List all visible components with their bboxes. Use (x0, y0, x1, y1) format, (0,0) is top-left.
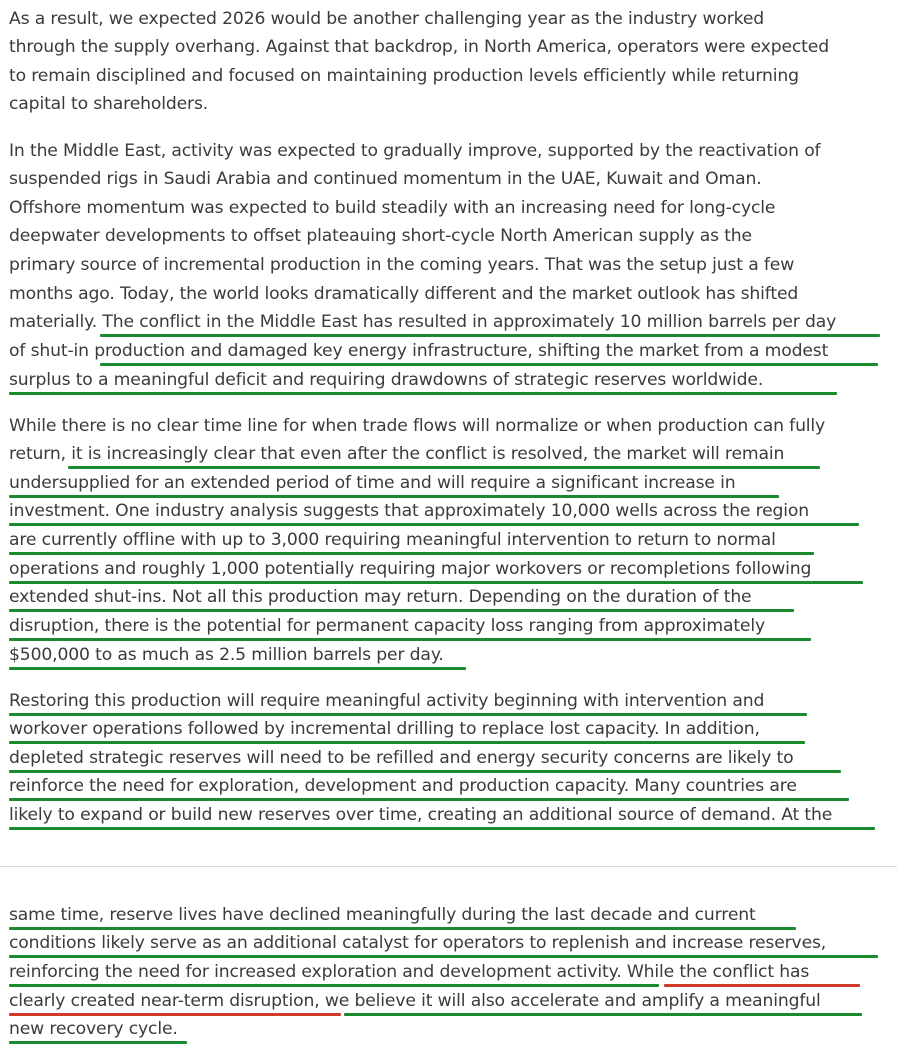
highlight-underline (9, 495, 779, 498)
text-line: conditions likely serve as an additional catalyst for operators to replenish and increase reserves, (9, 933, 827, 953)
highlight-underline (9, 827, 875, 830)
text-line: operations and roughly 1,000 potentially requiring major workovers or recompletions following (9, 559, 812, 579)
highlight-underline (9, 609, 794, 612)
text-line: Restoring this production will require meaningful activity beginning with intervention and (9, 691, 765, 711)
text-line: depleted strategic reserves will need to be refilled and energy security concerns are likely to (9, 748, 794, 768)
highlight-underline (68, 466, 820, 469)
text-line: of shut-in production and damaged key energy infrastructure, shifting the market from a modest (9, 341, 829, 361)
highlight-underline (9, 1041, 187, 1044)
highlight-underline (9, 667, 466, 670)
text-line: months ago. Today, the world looks dramatically different and the market outlook has shifted (9, 284, 799, 304)
highlight-underline (344, 1013, 862, 1016)
highlight-underline (9, 955, 878, 958)
text-line: In the Middle East, activity was expected to gradually improve, supported by the reactivation of (9, 141, 821, 161)
text-line: undersupplied for an extended period of time and will require a significant increase in (9, 473, 736, 493)
text-line: suspended rigs in Saudi Arabia and continued momentum in the UAE, Kuwait and Oman. (9, 169, 762, 189)
text-line: primary source of incremental production in the coming years. That was the setup just a few (9, 255, 795, 275)
flag-underline (9, 1013, 341, 1016)
text-line: capital to shareholders. (9, 94, 209, 114)
highlight-underline (100, 363, 878, 366)
text-line: investment. One industry analysis suggests that approximately 10,000 wells across the region (9, 501, 810, 521)
text-line: surplus to a meaningful deficit and requiring drawdowns of strategic reserves worldwide. (9, 370, 764, 390)
highlight-underline (9, 523, 859, 526)
text-line: While there is no clear time line for when trade flows will normalize or when production can fully (9, 416, 826, 436)
highlight-underline (9, 713, 807, 716)
text-line: return, it is increasingly clear that even after the conflict is resolved, the market will remain (9, 444, 785, 464)
text-line: clearly created near-term disruption, we believe it will also accelerate and amplify a meaningful (9, 991, 821, 1011)
highlight-underline (9, 581, 863, 584)
highlight-underline (9, 741, 805, 744)
text-line: same time, reserve lives have declined meaningfully during the last decade and current (9, 905, 756, 925)
text-line: reinforce the need for exploration, development and production capacity. Many countries are (9, 776, 797, 796)
highlight-underline (9, 552, 814, 555)
text-line: likely to expand or build new reserves over time, creating an additional source of demand. At the (9, 805, 833, 825)
highlight-underline (9, 798, 849, 801)
text-line: Offshore momentum was expected to build steadily with an increasing need for long-cycle (9, 198, 776, 218)
text-line: through the supply overhang. Against that backdrop, in North America, operators were expected (9, 37, 829, 57)
highlight-underline (9, 638, 811, 641)
text-line: As a result, we expected 2026 would be another challenging year as the industry worked (9, 9, 765, 29)
text-line: reinforcing the need for increased exploration and development activity. While the conflict has (9, 962, 810, 982)
highlight-underline (9, 984, 659, 987)
text-line: $500,000 to as much as 2.5 million barrels per day. (9, 645, 444, 665)
text-line: are currently offline with up to 3,000 requiring meaningful intervention to return to normal (9, 530, 776, 550)
flag-underline (664, 984, 860, 987)
highlight-underline (100, 334, 880, 337)
text-line: new recovery cycle. (9, 1019, 178, 1039)
text-line: materially. The conflict in the Middle East has resulted in approximately 10 million barrels per day (9, 312, 837, 332)
highlight-underline (9, 770, 841, 773)
text-line: to remain disciplined and focused on maintaining production levels efficiently while returning (9, 66, 799, 86)
text-line: disruption, there is the potential for permanent capacity loss ranging from approximately (9, 616, 766, 636)
highlight-underline (9, 927, 796, 930)
text-line: extended shut-ins. Not all this production may return. Depending on the duration of the (9, 587, 752, 607)
text-line: deepwater developments to offset plateauing short-cycle North American supply as the (9, 226, 752, 246)
page-divider (0, 866, 897, 867)
highlight-underline (9, 392, 837, 395)
text-line: workover operations followed by incremental drilling to replace lost capacity. In addition, (9, 719, 760, 739)
